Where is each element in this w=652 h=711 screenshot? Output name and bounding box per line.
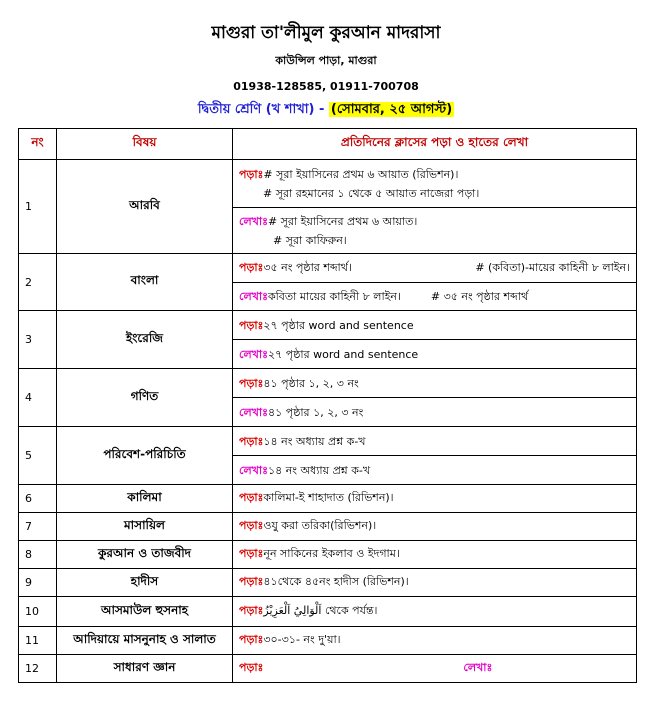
read-text: পর্যন্ত। bbox=[352, 604, 378, 617]
routine-table bbox=[18, 128, 637, 683]
school-address: কাউন্সিল পাড়া, মাগুরা bbox=[275, 54, 377, 67]
row-number: 10 bbox=[19, 597, 57, 627]
read-text: ১৪ নং অধ্যায় প্রশ্ন ক-খ bbox=[263, 434, 366, 448]
read-text: কালিমা-ই শাহাদাত (রিভিশন)। bbox=[263, 491, 394, 504]
read-label: পড়াঃ bbox=[239, 434, 264, 448]
read-label: পড়াঃ bbox=[239, 167, 264, 181]
read-cell bbox=[233, 160, 637, 208]
read-cell bbox=[233, 597, 637, 627]
write-label: লেখাঃ bbox=[239, 463, 268, 477]
write-cell bbox=[233, 340, 637, 369]
read-label: পড়াঃ bbox=[239, 519, 264, 532]
subject-name: বাংলা bbox=[57, 254, 233, 311]
date-label: (সোমবার, ২৫ আগস্ট) bbox=[330, 102, 453, 117]
row-number: 6 bbox=[19, 485, 57, 513]
table-row bbox=[19, 369, 637, 398]
row-number: 7 bbox=[19, 513, 57, 541]
arabic-to: اَلْوَالِيُ bbox=[293, 604, 322, 617]
read-label: পড়াঃ bbox=[239, 633, 264, 646]
table-row bbox=[19, 160, 637, 208]
write-cell bbox=[233, 398, 637, 427]
table-row bbox=[19, 569, 637, 597]
read-cell bbox=[233, 254, 637, 283]
read-text: ৩৫ নং পৃষ্ঠার শব্দার্থ। bbox=[263, 260, 352, 274]
table-header-row bbox=[19, 129, 637, 160]
read-text: ওযু করা তরিকা(রিভিশন)। bbox=[263, 519, 377, 532]
subject-name: কালিমা bbox=[57, 485, 233, 513]
subject-name: কুরআন ও তাজবীদ bbox=[57, 541, 233, 569]
col-header-work: প্রতিদিনের ক্লাসের পড়া ও হাতের লেখা bbox=[233, 129, 637, 160]
read-cell bbox=[233, 427, 637, 456]
write-text: ১৪ নং অধ্যায় প্রশ্ন ক-খ bbox=[267, 463, 371, 477]
write-text: ৪১ পৃষ্ঠার ১, ২, ৩ নং bbox=[267, 405, 364, 419]
write-text: # ৩৫ নং পৃষ্ঠার শব্দার্থ bbox=[430, 290, 529, 303]
read-label: পড়াঃ bbox=[239, 260, 264, 274]
write-text: ২৭ পৃষ্ঠার word and sentence bbox=[267, 347, 419, 361]
class-label: দ্বিতীয় শ্রেণি (খ শাখা) - bbox=[197, 102, 325, 117]
read-text: ৩০-৩১- নং দু'য়া। bbox=[263, 633, 341, 646]
read-label: পড়াঃ bbox=[239, 661, 264, 674]
subject-name: সাধারণ জ্ঞান bbox=[57, 655, 233, 683]
arabic-from: اَلْعَزِيْزُ bbox=[263, 604, 291, 617]
row-number: 4 bbox=[19, 369, 57, 427]
table-row bbox=[19, 597, 637, 627]
write-text: # সূরা কাফিরুন। bbox=[273, 233, 347, 247]
class-date-line bbox=[0, 100, 652, 121]
table-row bbox=[19, 655, 637, 683]
write-cell bbox=[233, 208, 637, 254]
read-label: পড়াঃ bbox=[239, 376, 264, 390]
write-label: লেখাঃ bbox=[239, 347, 268, 361]
row-number: 12 bbox=[19, 655, 57, 683]
read-text: থেকে bbox=[324, 604, 349, 617]
read-text: ৪১ পৃষ্ঠার ১, ২, ৩ নং bbox=[263, 376, 359, 390]
read-label: পড়াঃ bbox=[239, 575, 264, 588]
write-cell bbox=[233, 283, 637, 311]
row-number: 2 bbox=[19, 254, 57, 311]
write-cell bbox=[233, 456, 637, 485]
read-text: ২৭ পৃষ্ঠার word and sentence bbox=[263, 318, 414, 332]
subject-name: গণিত bbox=[57, 369, 233, 427]
subject-name: পরিবেশ-পরিচিতি bbox=[57, 427, 233, 485]
row-number: 8 bbox=[19, 541, 57, 569]
row-number: 1 bbox=[19, 160, 57, 254]
table-row bbox=[19, 513, 637, 541]
read-label: পড়াঃ bbox=[239, 547, 264, 560]
subject-name: আসমাউল হুসনাহ bbox=[57, 597, 233, 627]
write-label: লেখাঃ bbox=[463, 661, 493, 674]
school-name: মাগুরা তা'লীমুল কুরআন মাদরাসা bbox=[211, 23, 441, 43]
row-number: 5 bbox=[19, 427, 57, 485]
write-label: লেখাঃ bbox=[239, 405, 268, 419]
read-label: পড়াঃ bbox=[239, 604, 264, 617]
write-label: লেখাঃ bbox=[239, 290, 268, 303]
read-text: # সূরা রহমানের ১ থেকে ৫ আয়াত নাজেরা পড়া। bbox=[263, 186, 480, 200]
row-number: 3 bbox=[19, 311, 57, 369]
read-cell bbox=[233, 485, 637, 513]
col-header-subject: বিষয় bbox=[57, 129, 233, 160]
write-label: লেখাঃ bbox=[239, 214, 268, 228]
table-row bbox=[19, 627, 637, 655]
col-header-no: নং bbox=[19, 129, 57, 160]
read-cell bbox=[233, 369, 637, 398]
write-text: # সূরা ইয়াসিনের প্রথম ৬ আয়াত। bbox=[267, 214, 418, 228]
subject-name: মাসায়িল bbox=[57, 513, 233, 541]
read-cell bbox=[233, 541, 637, 569]
read-text: # সূরা ইয়াসিনের প্রথম ৬ আয়াত (রিভিশন)। bbox=[263, 167, 459, 181]
subject-name: হাদীস bbox=[57, 569, 233, 597]
read-cell bbox=[233, 627, 637, 655]
row-number: 11 bbox=[19, 627, 57, 655]
write-text: কবিতা মায়ের কাহিনী ৮ লাইন। bbox=[267, 290, 401, 303]
subject-name: ইংরেজি bbox=[57, 311, 233, 369]
subject-name: আদিয়ায়ে মাসনুনাহ ও সালাত bbox=[57, 627, 233, 655]
table-row bbox=[19, 427, 637, 456]
read-cell bbox=[233, 655, 637, 683]
read-label: পড়াঃ bbox=[239, 491, 264, 504]
subject-name: আরবি bbox=[57, 160, 233, 254]
read-label: পড়াঃ bbox=[239, 318, 264, 332]
table-row bbox=[19, 254, 637, 283]
row-number: 9 bbox=[19, 569, 57, 597]
table-row bbox=[19, 311, 637, 340]
read-text: নূন সাকিনের ইকলাব ও ইদগাম। bbox=[263, 547, 400, 560]
read-cell bbox=[233, 311, 637, 340]
read-cell bbox=[233, 569, 637, 597]
table-row bbox=[19, 541, 637, 569]
school-phones: 01938-128585, 01911-700708 bbox=[233, 80, 419, 93]
read-text: ৪১থেকে ৪৫নং হাদীস (রিভিশন)। bbox=[263, 575, 409, 588]
read-cell bbox=[233, 513, 637, 541]
read-text: # (কবিতা)-মায়ের কাহিনী ৮ লাইন। bbox=[475, 260, 630, 274]
table-row bbox=[19, 485, 637, 513]
